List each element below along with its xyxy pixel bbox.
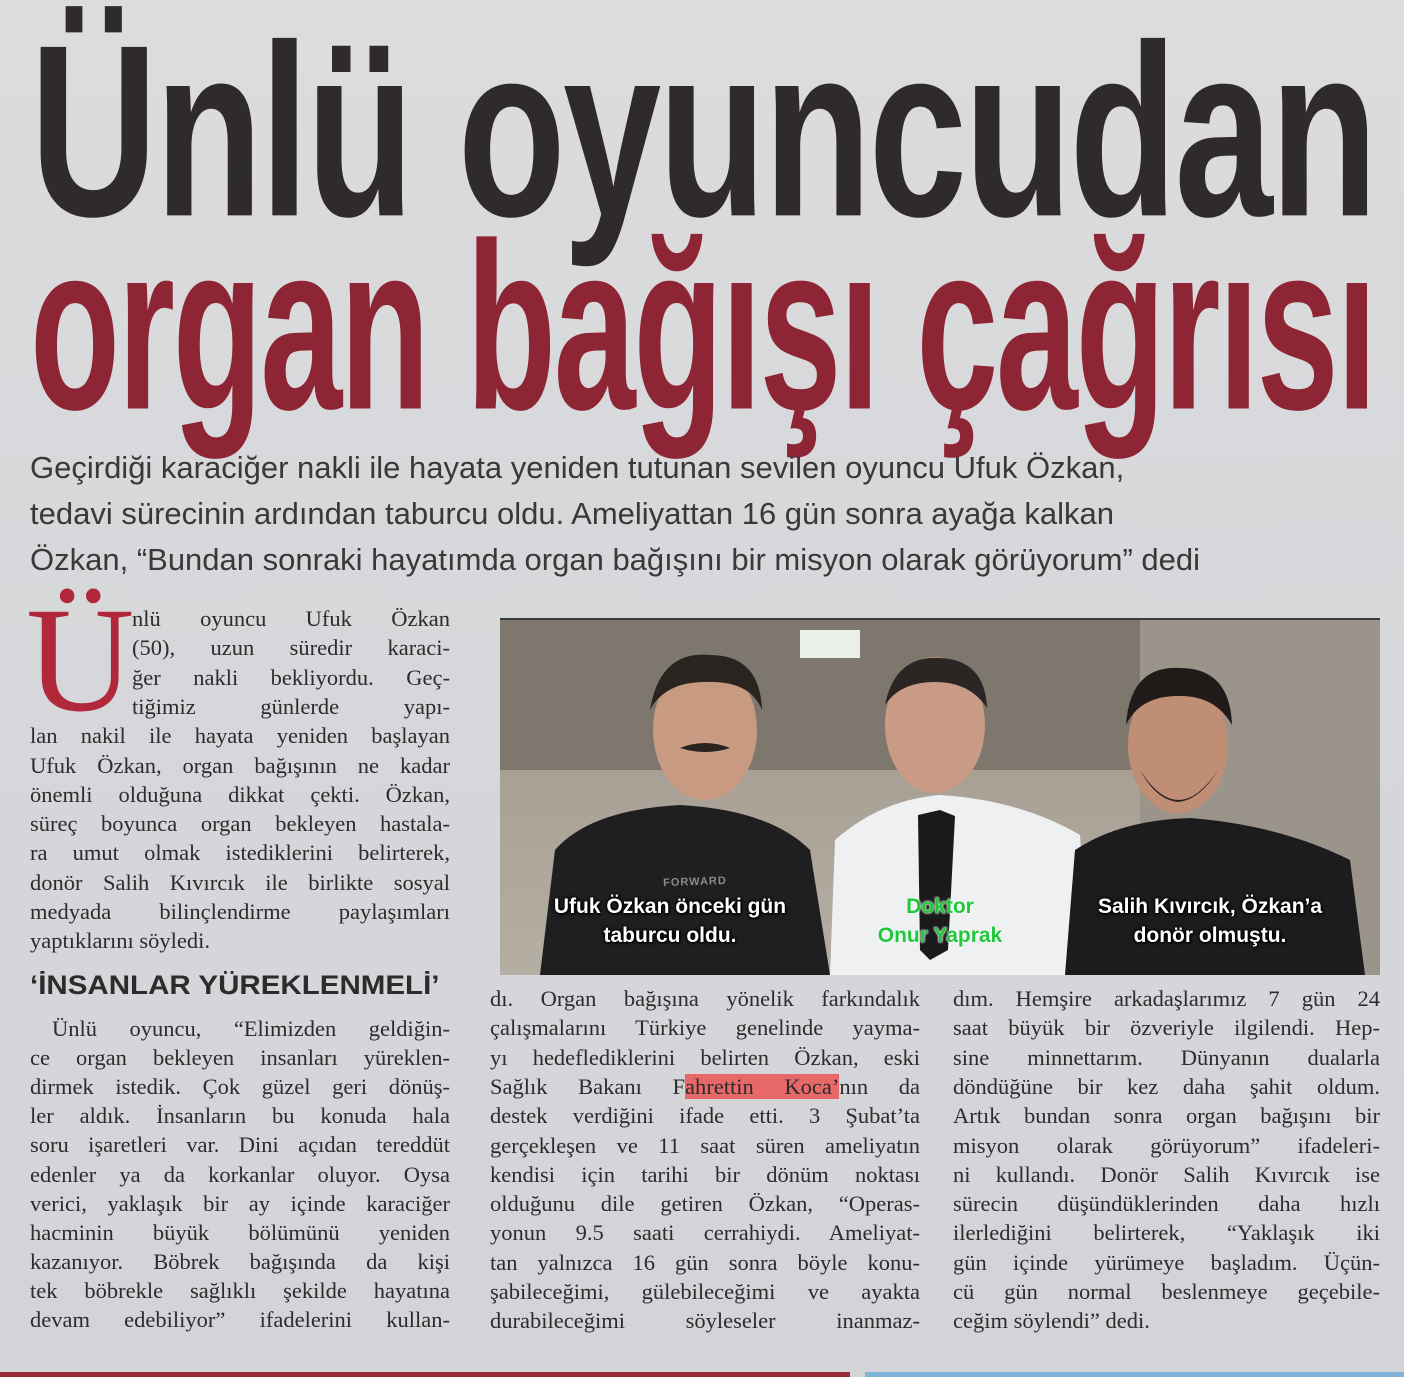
text-line: şabileceğimi, gülebileceğimi ve ayakta <box>490 1279 920 1304</box>
caption-line: Onur Yaprak <box>877 924 1003 947</box>
text-line: misyon olarak görüyorum” ifadeleri- <box>953 1132 1380 1158</box>
text-line: ce organ bekleyen insanları yüreklen- <box>30 1045 450 1071</box>
text-line: medyada bilinçlendirme paylaşımları <box>30 899 450 924</box>
text-line: yonun 9.5 saati cerrahiydi. Ameliyat- <box>490 1220 920 1246</box>
text-line: hacminin büyük bölümünü yeniden <box>30 1219 450 1245</box>
text-line <box>490 1072 920 1101</box>
text-line: dı. Organ bağışına yönelik farkındalık <box>490 986 920 1011</box>
text-line: verici, yaklaşık bir ay içinde karaciğer <box>30 1190 450 1216</box>
deck-line: Özkan, “Bundan sonraki hayatımda organ bağışını bir misyon olarak görüyorum” dedi <box>30 542 1200 577</box>
text-line: destek verdiğini ifade etti. 3 Şubat’ta <box>490 1103 920 1129</box>
text-line: saat büyük bir özveriyle ilgilendi. Hep- <box>953 1015 1380 1041</box>
text-line: lan nakil ile hayata yeniden başlayan <box>30 723 450 749</box>
text-line: ğer nakli bekliyordu. Geç- <box>132 664 450 690</box>
text-line: dım. Hemşire arkadaşlarımız 7 gün 24 <box>953 986 1380 1011</box>
text-line: ler aldık. İnsanların bu konuda hala <box>30 1103 450 1129</box>
text-line: durabileceğimi söyleseler inanmaz- <box>490 1308 920 1334</box>
headline-line-2: organ bağışı çağrısı <box>30 193 1375 459</box>
text-line: tan yalnızca 16 gün sonra böyle konu- <box>490 1249 920 1275</box>
caption-ufuk-ozkan <box>530 892 810 950</box>
text-line: devam edebiliyor” ifadelerini kullan- <box>30 1307 450 1332</box>
caption-line: Doktor <box>906 895 974 918</box>
text-line: döndüğüne bir kez daha şahit oldum. <box>953 1073 1380 1099</box>
text-line: Artık bundan sonra organ bağışını bir <box>953 1103 1380 1129</box>
caption-line: Ufuk Özkan önceki gün <box>553 895 787 918</box>
text-line: çalışmalarını Türkiye genelinde yayma- <box>490 1015 920 1041</box>
caption-line: Salih Kıvırcık, Özkan’a <box>1097 895 1323 918</box>
text-line: Ufuk Özkan, organ bağışının ne kadar <box>30 752 450 778</box>
caption-line: taburcu oldu. <box>603 924 737 947</box>
text-line: süreç boyunca organ bekleyen hastala- <box>30 811 450 837</box>
text-line: nlü oyuncu Ufuk Özkan <box>132 606 450 631</box>
text-line: donör Salih Kıvırcık ile birlikte sosyal <box>30 869 450 895</box>
exit-sign <box>800 630 860 658</box>
text-line: yı hedeflediklerini belirten Özkan, eski <box>490 1044 920 1070</box>
text-line: Ünlü oyuncu, “Elimizden geldiğin- <box>52 1016 450 1041</box>
text-line: tiğimiz günlerde yapı- <box>132 693 450 719</box>
text-line: ceğim söylendi” dedi. <box>953 1308 1150 1334</box>
text-fragment: nın da <box>839 1073 920 1099</box>
text-line: yaptıklarını söyledi. <box>30 928 210 954</box>
deck-line: tedavi sürecinin ardından taburcu oldu. Ameliyattan 16 gün sonra ayağa kalkan <box>30 496 1114 531</box>
caption-line: donör olmuştu. <box>1133 924 1287 947</box>
text-line: edenler ya da korkanlar oluyor. Oysa <box>30 1161 450 1187</box>
text-line: gerçekleşen ve 11 saat süren ameliyatın <box>490 1132 920 1158</box>
text-line: kazanıyor. Böbrek bağışında da kişi <box>30 1248 450 1274</box>
text-line: kendisi için tarihi bir dönüm noktası <box>490 1161 920 1187</box>
article-photo <box>500 620 1380 975</box>
drop-cap: Ü <box>26 577 135 743</box>
highlighted-name: ahrettin Koca’ <box>685 1073 840 1099</box>
caption-salih-kivircik <box>1065 892 1355 950</box>
text-line: (50), uzun süredir karaci- <box>132 635 450 661</box>
text-line: cü gün normal beslenmeye geçebile- <box>953 1279 1380 1304</box>
text-line: soru işaretleri var. Dini açıdan tereddüt <box>30 1132 450 1158</box>
text-line: önemli olduğuna dikkat çekti. Özkan, <box>30 781 450 807</box>
text-line: ilerlediğini belirterek, “Yaklaşık iki <box>953 1220 1380 1246</box>
text-line: dirmek istedik. Çok güzel geri dönüş- <box>30 1074 450 1100</box>
text-line: ni kullandı. Donör Salih Kıvırcık ise <box>953 1161 1380 1187</box>
text-line: tek böbrekle sağlıklı şekilde hayatına <box>30 1277 450 1303</box>
text-line: sürecin düşündüklerinden daha hızlı <box>953 1191 1380 1217</box>
photo-top-rule <box>500 618 1380 620</box>
text-line: ra umut olmak istediklerini belirterek, <box>30 840 450 866</box>
bottom-red-rule <box>0 1372 850 1377</box>
caption-doctor <box>855 892 1025 950</box>
text-line: sine minnettarım. Dünyanın dualarla <box>953 1044 1380 1070</box>
deck-line: Geçirdiği karaciğer nakli ile hayata yeniden tutunan sevilen oyuncu Ufuk Özkan, <box>30 450 1125 485</box>
text-fragment: Sağlık Bakanı F <box>490 1073 686 1099</box>
text-line: gün içinde yürümeye başladım. Üçün- <box>953 1249 1380 1275</box>
headline-line-1: Ünlü oyuncudan <box>30 0 1376 268</box>
section-subhead: ‘İNSANLAR YÜREKLENMELİ’ <box>30 970 440 1000</box>
text-line: olduğunu dile getiren Özkan, “Operas- <box>490 1191 920 1217</box>
bottom-blue-rule <box>865 1372 1404 1377</box>
shirt-print-text: FORWARD <box>662 874 728 890</box>
